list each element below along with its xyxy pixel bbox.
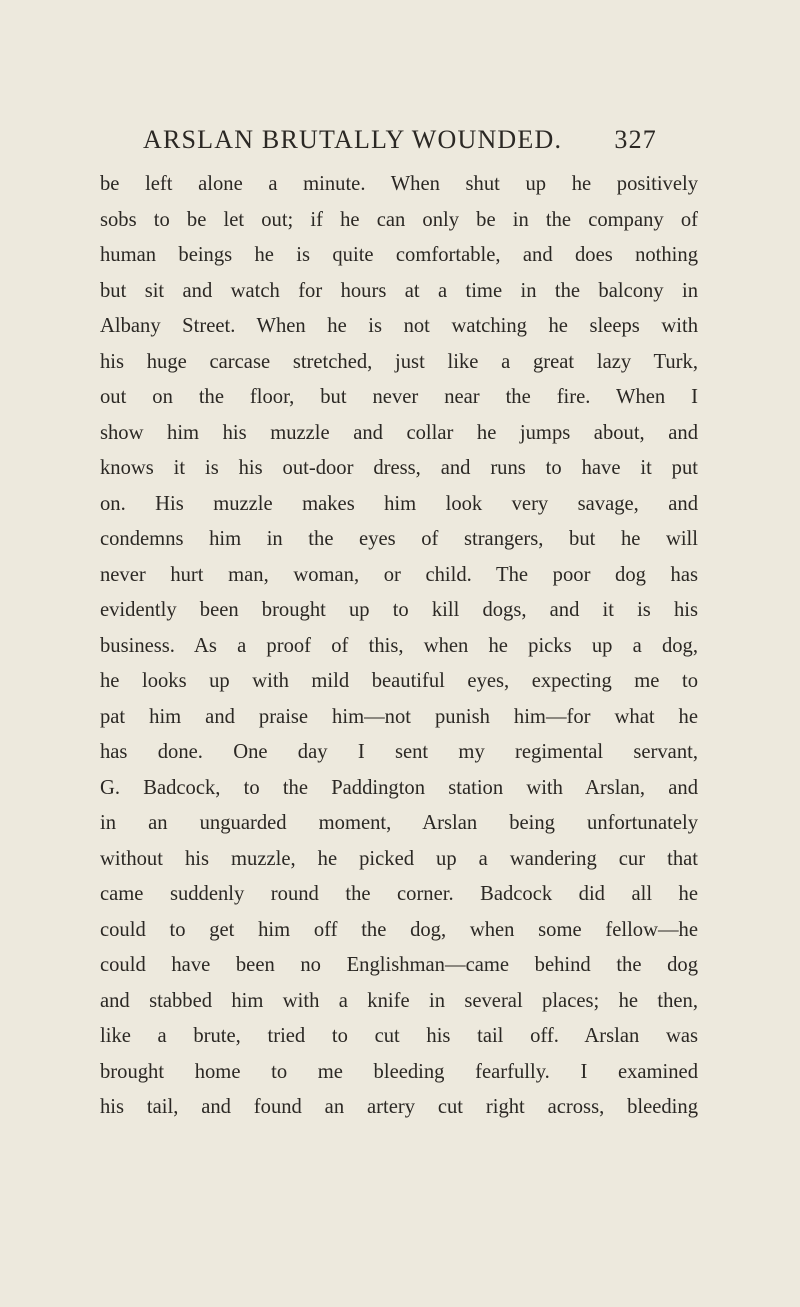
text-line: evidently been brought up to kill dogs, and it is his [100, 599, 698, 621]
text-line: G. Badcock, to the Paddington station with Arslan, and [100, 776, 698, 799]
text-line: be left alone a minute. When shut up he positively [100, 173, 698, 195]
text-line: has done. One day I sent my regimental servant, [100, 741, 698, 763]
text-line: his tail, and found an artery cut right across, bleeding [100, 1096, 698, 1118]
text-line: human beings he is quite comfortable, and does nothing [100, 244, 698, 266]
text-line: condemns him in the eyes of strangers, but he will [100, 528, 698, 550]
text-line: like a brute, tried to cut his tail off. Arslan was [100, 1025, 698, 1047]
text-line: show him his muzzle and collar he jumps about, and [100, 421, 698, 444]
text-line: could have been no Englishman—came behind the dog [100, 954, 698, 976]
text-line: without his muzzle, he picked up a wandering cur that [100, 847, 698, 870]
text-line: knows it is his out-door dress, and runs to have it put [100, 457, 698, 479]
text-line: sobs to be let out; if he can only be in the company of [100, 208, 698, 231]
text-line: brought home to me bleeding fearfully. I examined [100, 1060, 698, 1083]
text-line: his huge carcase stretched, just like a great lazy Turk, [100, 350, 698, 373]
text-line: came suddenly round the corner. Badcock did all he [100, 883, 698, 905]
text-line: in an unguarded moment, Arslan being unfortunately [100, 812, 698, 834]
text-line: business. As a proof of this, when he picks up a dog, [100, 634, 698, 657]
text-line: out on the floor, but never near the fire. When I [100, 386, 698, 408]
page-number: 327 [614, 125, 657, 154]
body-text [100, 167, 698, 1126]
text-line: he looks up with mild beautiful eyes, expecting me to [100, 670, 698, 692]
running-head [143, 120, 657, 160]
text-line: pat him and praise him—not punish him—for what he [100, 705, 698, 728]
text-line: Albany Street. When he is not watching he sleeps with [100, 315, 698, 337]
text-line: on. His muzzle makes him look very savage, and [100, 492, 698, 515]
text-line: but sit and watch for hours at a time in the balcony in [100, 279, 698, 302]
text-line: and stabbed him with a knife in several places; he then, [100, 989, 698, 1012]
running-head-title: ARSLAN BRUTALLY WOUNDED. [143, 125, 563, 154]
text-line: could to get him off the dog, when some fellow—he [100, 918, 698, 941]
text-line: never hurt man, woman, or child. The poor dog has [100, 563, 698, 586]
